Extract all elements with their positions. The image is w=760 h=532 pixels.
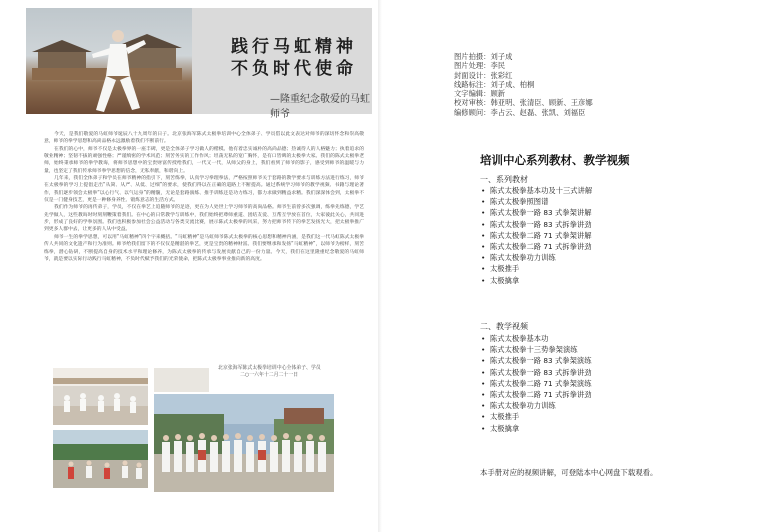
master-photo bbox=[26, 8, 192, 114]
courtyard-practice-photo bbox=[53, 368, 148, 425]
credit-row: 图片处理：李民 bbox=[454, 61, 506, 71]
training-series-title: 培训中心系列教材、教学视频 bbox=[480, 153, 630, 167]
list-item: • 陈式太极拳一路 83 式拳架演练 bbox=[481, 355, 592, 366]
banner-subtitle: —隆重纪念敬爱的马虹师爷 bbox=[270, 94, 370, 120]
outdoor-square-photo bbox=[53, 430, 148, 488]
list-item: • 太极推手 bbox=[481, 411, 592, 422]
article-paragraph-2: 在我们的心中，师爷不仅是太极拳界的一座丰碑，更是全体弟子学习做人的楷模。他有着忠实诚朴的高尚品德；热诚待人的人格魅力；执着追求的敬业精神；坚韧不拔的顽强性格；严谨缜密的学术风范；刻苦务实的工作作风；坦荡无私的宽广胸怀，是有口皆碑的太极拳大家。我们的陈式太极拳老师，始终秉承师爷的拳学教诲，将师爷思想中的宝贵财富传授给我们，一代又一代，从师父的身上，我们看到了师爷的影子，感受到师爷的温暖与力量，也坚定了我们传承师爷拳学思想的信念，无私奉献，和谐向上。 bbox=[44, 146, 364, 174]
list-item: • 陈式太极拳二路 71 式拳架讲解 bbox=[481, 230, 592, 241]
list-item: • 陈式太极拳基本功 bbox=[481, 333, 592, 344]
article-paragraph-1: 今天，是我们敬爱的马虹师爷诞辰八十九周年的日子。北京张海军陈式太极拳培训中心全体弟子、学员借以此文表达对师爷的深切怀念和崇高敬意，师爷的拳学思想和高尚品格永远激励着我们不断前行。 bbox=[44, 132, 364, 145]
list-item: • 陈式太极拳一路 83 式拆拳讲劲 bbox=[481, 367, 592, 378]
page-gutter bbox=[378, 0, 382, 532]
videos-heading: 二、教学视频 bbox=[480, 322, 528, 331]
slogan-line-1: 践行马虹精神 bbox=[231, 37, 357, 57]
list-item: • 陈式太极拳二路 71 式拆拳讲劲 bbox=[481, 389, 592, 400]
credit-row: 封面设计：张彩红 bbox=[454, 70, 513, 80]
group-portrait-photo bbox=[154, 394, 334, 492]
list-item: • 陈式太极拳二路 71 式拳架演练 bbox=[481, 378, 592, 389]
video-download-note: 本手册对应的视频讲解，可登陆本中心网盘下载观看。 bbox=[480, 468, 658, 477]
list-item: • 陈式太极拳一路 83 式拆拳讲劲 bbox=[481, 219, 592, 230]
article-paragraph-3: 几年来，我们全体弟子和学员在师爷精神的指引下，刻苦练拳，认真学习拳理拳法，严格按照师爷关于套路的教学要求与训练方法进行练习，师爷在太极拳的学习上提倡走出“从简、从严、从低、过细”的要求，使我们得以在正确的道路上不断提高。通过系统学习师爷的教学视频、书籍与理论著作，我们逐步领会太极拳“以心行气、以气运身”的精髓，无论是套路演练、推手训练还是功力练习，都力求做到精益求精。我们深深体会到，太极拳不仅是一门健身技艺，更是一种修身养性、锻炼意志的生活方式。 bbox=[44, 176, 364, 204]
list-item: • 太极擒拿 bbox=[481, 275, 592, 286]
article-paragraph-5: 师爷一生的拳学思想，可以用“马虹精神”四个字来概括。“马虹精神”是马虹师爷陈式太极拳的核心思想和精神内涵，是我们这一代马虹陈式太极拳传人共同的文化遗产和行为准则。师爷给我们留下的不仅仅是精湛的拳艺，更是宝贵的精神财富。我们要继承和发扬“马虹精神”，以师爷为榜样，刻苦练拳，潜心钻研，不断提高自身的技术水平和理论修养，为陈式太极拳的传承与发展贡献自己的一份力量。今天，我们在这里隆重纪念敬爱的马虹师爷，就是要以实际行动践行马虹精神，不负时代赋予我们的光荣使命，把陈式太极拳事业推向新的高度。 bbox=[44, 234, 364, 262]
banner-slogan bbox=[231, 36, 357, 80]
list-item: • 陈式太极拳十三势拳架演练 bbox=[481, 344, 592, 355]
credit-row: 图片拍摄：刘子成 bbox=[454, 52, 513, 61]
memorial-article bbox=[44, 131, 364, 263]
slogan-line-2: 不负时代使命 bbox=[231, 59, 357, 79]
credit-row: 编修顾问：李占云、赵磊、张凯、刘福臣 bbox=[454, 107, 586, 117]
tai-chi-figure bbox=[88, 26, 148, 114]
credit-row: 文字编辑：顾新 bbox=[454, 89, 506, 99]
list-item: • 陈式太极拳功力训练 bbox=[481, 400, 592, 411]
credit-row: 线路标注：刘子成、柏桐 bbox=[454, 79, 535, 89]
list-item: • 陈式太极拳基本功及十三式讲解 bbox=[481, 185, 592, 196]
list-item: • 陈式太极拳照图谱 bbox=[481, 196, 592, 207]
videos-list bbox=[481, 333, 592, 434]
banner bbox=[26, 8, 372, 120]
list-item: • 陈式太极拳二路 71 式拆拳讲劲 bbox=[481, 241, 592, 252]
list-item: • 太极擒拿 bbox=[481, 423, 592, 434]
list-item: • 陈式太极拳功力训练 bbox=[481, 252, 592, 263]
signoff-organization: 北京张海军陈式太极拳培训中心全体弟子、学员 bbox=[218, 365, 321, 371]
list-item: • 陈式太极拳一路 83 式拳架讲解 bbox=[481, 207, 592, 218]
materials-heading: 一、系列教材 bbox=[480, 175, 528, 184]
signoff-date: 二○一六年十二月二十一日 bbox=[240, 372, 299, 378]
indoor-class-photo bbox=[154, 368, 209, 392]
materials-list bbox=[481, 185, 592, 286]
article-signoff bbox=[218, 365, 321, 379]
credit-row: 校对审核：韩亚明、张清臣、顾新、王彦娜 bbox=[454, 98, 593, 108]
list-item: • 太极推手 bbox=[481, 263, 592, 274]
credits-block bbox=[454, 52, 593, 117]
article-paragraph-4: 我们作为师爷的再传弟子，学员，不仅在拳艺上追随师爷的足迹，更在为人处世上学习师爷的高尚品格。师爷生前曾多次强调，练拳先练德，学艺先学做人，这些教诲时时刻刻鞭策着我们。在中心的日常教学与训练中，我们始终把尊师重道、团结友爱、互帮互学放在首位，大家彼此关心，共同进步，形成了良好的学拳氛围。我们也积极参加社会公益活动与各类交流比赛，展示陈式太极拳的风采，努力把师爷传下的拳艺发扬光大，把太极拳推广到更多人群中去，让更多的人从中受益。 bbox=[44, 205, 364, 233]
